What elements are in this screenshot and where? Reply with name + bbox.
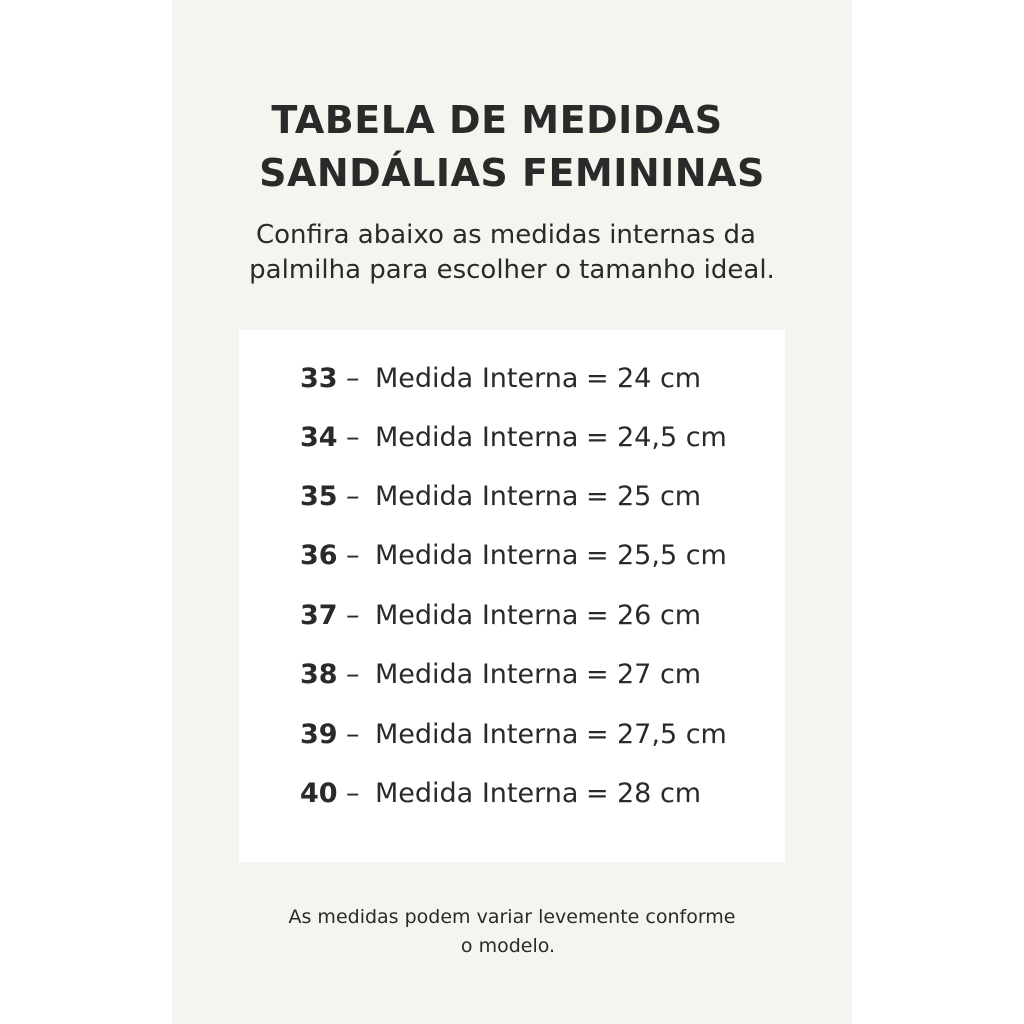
page-title-line-1: TABELA DE MEDIDAS xyxy=(271,98,723,142)
size-row-36 xyxy=(239,536,785,576)
size-row-37 xyxy=(239,596,785,636)
row-label: Medida Interna xyxy=(375,778,579,809)
row-label: Medida Interna xyxy=(375,363,579,394)
size-number: 39 xyxy=(300,719,338,750)
row-label: Medida Interna xyxy=(375,540,579,571)
row-dash: – xyxy=(346,363,360,394)
row-label: Medida Interna xyxy=(375,481,579,512)
size-row-40 xyxy=(239,774,785,814)
size-number: 37 xyxy=(300,600,338,631)
measurement-value: 24,5 cm xyxy=(617,422,727,453)
row-equals: = xyxy=(586,778,609,809)
measurement-value: 25,5 cm xyxy=(617,540,727,571)
size-number: 38 xyxy=(300,659,338,690)
size-number: 34 xyxy=(300,422,338,453)
footnote-line-2: o modelo. xyxy=(460,935,556,957)
intro-text-line-2: palmilha para escolher o tamanho ideal. xyxy=(249,255,775,285)
intro-text-line-1: Confira abaixo as medidas internas da xyxy=(256,220,756,250)
row-equals: = xyxy=(586,540,609,571)
size-number: 36 xyxy=(300,540,338,571)
measurement-value: 27,5 cm xyxy=(617,719,727,750)
size-row-38 xyxy=(239,655,785,695)
row-label: Medida Interna xyxy=(375,719,579,750)
row-label: Medida Interna xyxy=(375,422,579,453)
row-equals: = xyxy=(586,659,609,690)
row-equals: = xyxy=(586,600,609,631)
row-dash: – xyxy=(346,422,360,453)
page-title-line-2: SANDÁLIAS FEMININAS xyxy=(259,151,765,195)
size-row-33 xyxy=(239,359,785,399)
measurement-value: 27 cm xyxy=(617,659,702,690)
measurement-value: 24 cm xyxy=(617,363,702,394)
row-dash: – xyxy=(346,719,360,750)
footnote-line-1: As medidas podem variar levemente conforme xyxy=(288,906,736,928)
row-equals: = xyxy=(586,719,609,750)
size-chart-page xyxy=(172,0,852,1024)
size-number: 35 xyxy=(300,481,338,512)
row-equals: = xyxy=(586,422,609,453)
size-number: 33 xyxy=(300,363,338,394)
row-dash: – xyxy=(346,540,360,571)
row-equals: = xyxy=(586,481,609,512)
row-equals: = xyxy=(586,363,609,394)
size-row-35 xyxy=(239,477,785,517)
size-table xyxy=(239,330,785,862)
row-dash: – xyxy=(346,481,360,512)
size-number: 40 xyxy=(300,778,338,809)
row-dash: – xyxy=(346,778,360,809)
measurement-value: 26 cm xyxy=(617,600,702,631)
row-label: Medida Interna xyxy=(375,659,579,690)
size-row-39 xyxy=(239,715,785,755)
row-dash: – xyxy=(346,659,360,690)
row-label: Medida Interna xyxy=(375,600,579,631)
measurement-value: 28 cm xyxy=(617,778,702,809)
row-dash: – xyxy=(346,600,360,631)
size-row-34 xyxy=(239,418,785,458)
measurement-value: 25 cm xyxy=(617,481,702,512)
